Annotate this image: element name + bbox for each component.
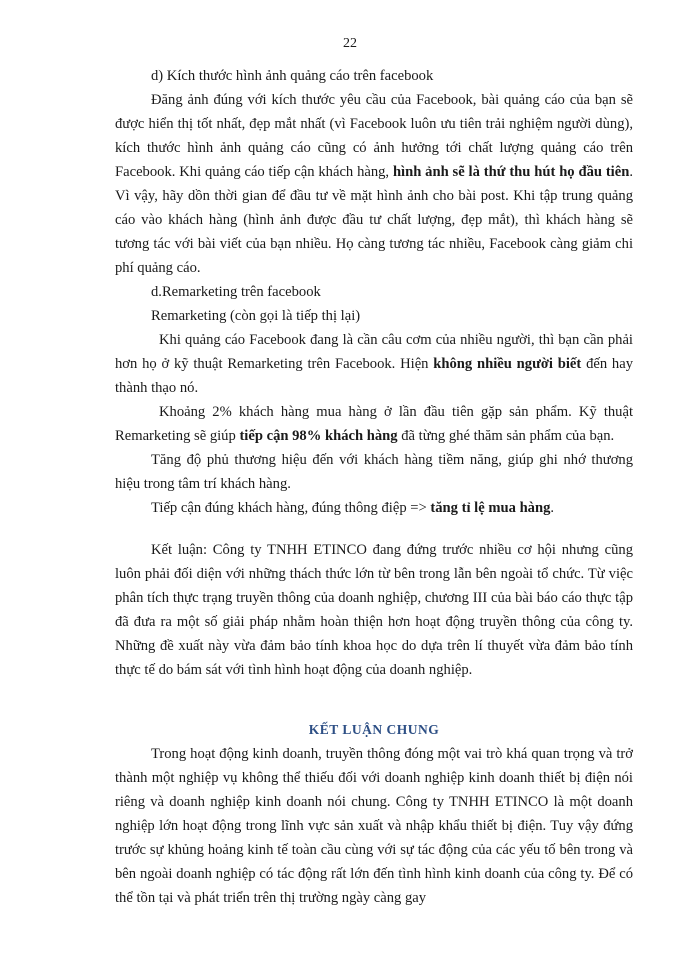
paragraph-remarketing-4: [115, 496, 633, 520]
spacer: [115, 520, 633, 538]
paragraph-image-size: [115, 88, 633, 280]
text-run: Khi quảng cáo Facebook đang là cần câu cơm của nhiều người, thì bạn cần phải hơn họ ở kỹ thuật Remarketing trên Facebook. Hiện: [115, 332, 633, 372]
paragraph-remarketing-2: [115, 400, 633, 448]
section-title-remarketing: d.Remarketing trên facebook: [151, 284, 321, 300]
text-run: đến hay thành thạo nó.: [115, 356, 633, 396]
paragraph-remarketing-1: [115, 328, 633, 400]
text-run: . Vì vậy, hãy dồn thời gian để đầu tư về mặt hình ảnh cho bài post. Khi tập trung quảng cáo vào khách hàng (hình ảnh được đầu tư chất lượng, đẹp mắt), thì khách hàng sẽ tương tác với bài viết của bạn nhiều. Họ càng tương tác nhiều, Facebook càng giảm chi phí quảng cáo.: [115, 164, 633, 276]
text-run: Khoảng 2% khách hàng mua hàng ở lần đầu tiên gặp sản phẩm. Kỹ thuật Remarketing sẽ giúp: [115, 404, 633, 444]
paragraph-chapter-conclusion: Kết luận: Công ty TNHH ETINCO đang đứng trước nhiều cơ hội nhưng cũng luôn phải đối diện với những thách thức lớn từ bên trong lẫn bên ngoài tổ chức. Từ việc phân tích thực trạng truyền thông của doanh nghiệp, chương III của bài báo cáo thực tập đã đưa ra một số giải pháp nhằm hoàn thiện hơn hoạt động truyền thông của công ty. Những đề xuất này vừa đảm bảo tính khoa học do dựa trên lí thuyết vừa đảm bảo tính thực tế do bám sát với tình hình hoạt động của doanh nghiệp.: [115, 542, 633, 678]
paragraph-general-conclusion: Trong hoạt động kinh doanh, truyền thông đóng một vai trò khá quan trọng và trở thành một nghiệp vụ không thể thiếu đối với doanh nghiệp kinh doanh thiết bị điện nói riêng và doanh nghiệp kinh doanh nói chung. Công ty TNHH ETINCO là một doanh nghiệp lớn hoạt động trong lĩnh vực sản xuất và nhập khẩu thiết bị điện. Tuy vậy đứng trước sự khủng hoảng kinh tế toàn cầu cùng với sự tác động của các yếu tố bên trong và bên ngoài doanh nghiệp có tác động rất lớn đến tình hình kinh doanh của công ty. Để có thể tồn tại và phát triển trên thị trường ngày càng gay: [115, 746, 633, 906]
page-number: 22: [343, 36, 357, 51]
subtitle-remarketing: Remarketing (còn gọi là tiếp thị lại): [151, 308, 361, 324]
paragraph-remarketing-3: Tăng độ phủ thương hiệu đến với khách hàng tiềm năng, giúp ghi nhớ thương hiệu trong tâm trí khách hàng.: [115, 452, 633, 492]
bold-text-run: không nhiều người biết: [433, 356, 582, 372]
spacer: [115, 682, 633, 718]
text-run: đã từng ghé thăm sản phẩm của bạn.: [397, 428, 615, 444]
text-run: .: [550, 500, 555, 516]
general-conclusion-heading: KẾT LUẬN CHUNG: [308, 722, 440, 737]
bold-text-run: hình ảnh sẽ là thứ thu hút họ đầu tiên: [392, 164, 630, 180]
section-title-image-size: d) Kích thước hình ảnh quảng cáo trên facebook: [151, 68, 434, 84]
text-run: Đăng ảnh đúng với kích thước yêu cầu của Facebook, bài quảng cáo của bạn sẽ được hiển thị tốt nhất, đẹp mắt nhất (vì Facebook luôn ưu tiên trải nghiệm người dùng), kích thước hình ảnh quảng cáo cũng có ảnh hưởng tới chất lượng quảng cáo trên Facebook. Khi quảng cáo tiếp cận khách hàng,: [115, 92, 633, 180]
bold-text-run: tăng tỉ lệ mua hàng: [430, 500, 551, 516]
page-content: [115, 64, 633, 910]
bold-text-run: tiếp cận 98% khách hàng: [239, 428, 398, 444]
text-run: Tiếp cận đúng khách hàng, đúng thông điệp =>: [151, 500, 431, 516]
